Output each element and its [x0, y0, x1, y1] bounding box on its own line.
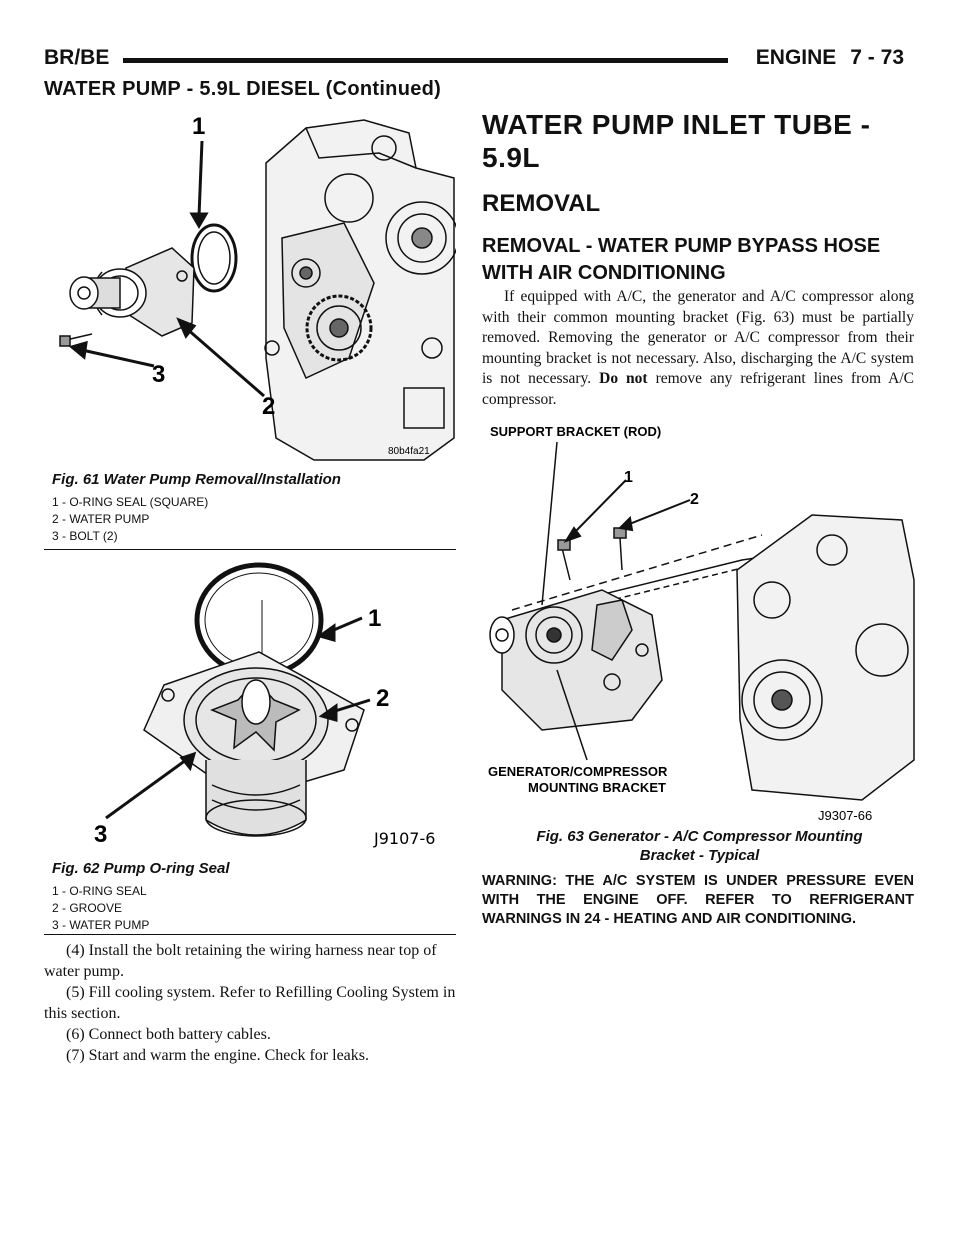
- fig63-caption: [482, 827, 917, 865]
- fig63-label-line: MOUNTING BRACKET: [528, 780, 666, 795]
- header-model: BR/BE: [44, 46, 110, 69]
- subheading-bypass-hose: [482, 233, 922, 287]
- removal-paragraph: [482, 287, 914, 410]
- heading-removal: REMOVAL: [482, 190, 601, 217]
- fig63-label-support-bracket: SUPPORT BRACKET (ROD): [490, 424, 662, 439]
- fig62-code: J9107-6: [374, 829, 436, 848]
- fig61-legend-item: 2 - WATER PUMP: [52, 512, 150, 526]
- install-steps: [44, 940, 456, 1066]
- fig61-code: 80b4fa21: [388, 446, 430, 457]
- step-paragraph: (7) Start and warm the engine. Check for leaks.: [66, 1047, 370, 1064]
- header-right: [756, 46, 904, 70]
- fig63-caption-line: Fig. 63 Generator - A/C Compressor Mounting: [536, 828, 863, 845]
- figure-water-pump-removal: [44, 108, 456, 463]
- fig61-caption: Fig. 61 Water Pump Removal/Installation: [52, 471, 341, 488]
- section-title-line: WATER PUMP INLET TUBE -: [482, 109, 871, 140]
- section-title-line: 5.9L: [482, 142, 541, 173]
- figure-pump-oring-seal: [44, 560, 456, 855]
- fig62-legend-item: 1 - O-RING SEAL: [52, 884, 147, 898]
- continued-heading: WATER PUMP - 5.9L DIESEL (Continued): [44, 78, 442, 100]
- fig62-callout-2: 2: [376, 685, 390, 712]
- divider: [44, 934, 456, 935]
- fig61-callout-3: 3: [152, 361, 166, 388]
- step-paragraph: (4) Install the bolt retaining the wiring harness near top of water pump.: [44, 942, 437, 980]
- fig62-callout-3: 3: [94, 821, 108, 848]
- subheading-line: WITH AIR CONDITIONING: [482, 262, 726, 284]
- fig63-label-mounting-bracket: [488, 764, 671, 795]
- fig61-callout-2: 2: [262, 393, 276, 420]
- step-paragraph: (5) Fill cooling system. Refer to Refilling Cooling System in this section.: [44, 984, 456, 1022]
- header-rule: [123, 58, 728, 63]
- step-paragraph: (6) Connect both battery cables.: [66, 1026, 271, 1043]
- fig62-legend-item: 2 - GROOVE: [52, 901, 123, 915]
- figure-generator-compressor-bracket: [482, 420, 917, 825]
- fig62-legend: [52, 883, 149, 934]
- fig63-callout-2: 2: [690, 491, 699, 508]
- subheading-line: REMOVAL - WATER PUMP BYPASS HOSE: [482, 235, 881, 257]
- refrigerant-warning: WARNING: THE A/C SYSTEM IS UNDER PRESSURE EVEN WITH THE ENGINE OFF. REFER TO REFRIGERANT WARNINGS IN 24 - HEATING AND AIR CONDITIONING.: [482, 873, 914, 927]
- para-text: If equipped with A/C, the generator and A/C compressor along with their common mounting bracket (Fig. 63) must be partially removed. Removing the generator or A/C compressor from their mounting bracket is not necessary. Also, discharging the A/C system is not necessary.: [482, 288, 914, 387]
- fig63-caption-line: Bracket - Typical: [639, 847, 760, 864]
- fig63-label-line: GENERATOR/COMPRESSOR: [488, 764, 668, 779]
- para-text: remove any refrigerant lines from A/C compressor.: [482, 370, 915, 408]
- para-emphasis: Do not: [599, 370, 648, 387]
- fig62-caption: Fig. 62 Pump O-ring Seal: [52, 860, 230, 877]
- fig61-callout-1: 1: [192, 113, 206, 140]
- fig61-legend-item: 1 - O-RING SEAL (SQUARE): [52, 495, 209, 509]
- page-number: 7 - 73: [850, 46, 904, 69]
- fig63-callout-1: 1: [624, 469, 633, 486]
- fig61-legend-item: 3 - BOLT (2): [52, 529, 118, 543]
- fig61-legend: [52, 494, 208, 545]
- divider: [44, 549, 456, 550]
- fig62-legend-item: 3 - WATER PUMP: [52, 918, 150, 932]
- fig63-code: J9307-66: [818, 808, 873, 823]
- header-section: ENGINE: [755, 46, 837, 69]
- section-title: [482, 108, 922, 174]
- fig62-callout-1: 1: [368, 605, 382, 632]
